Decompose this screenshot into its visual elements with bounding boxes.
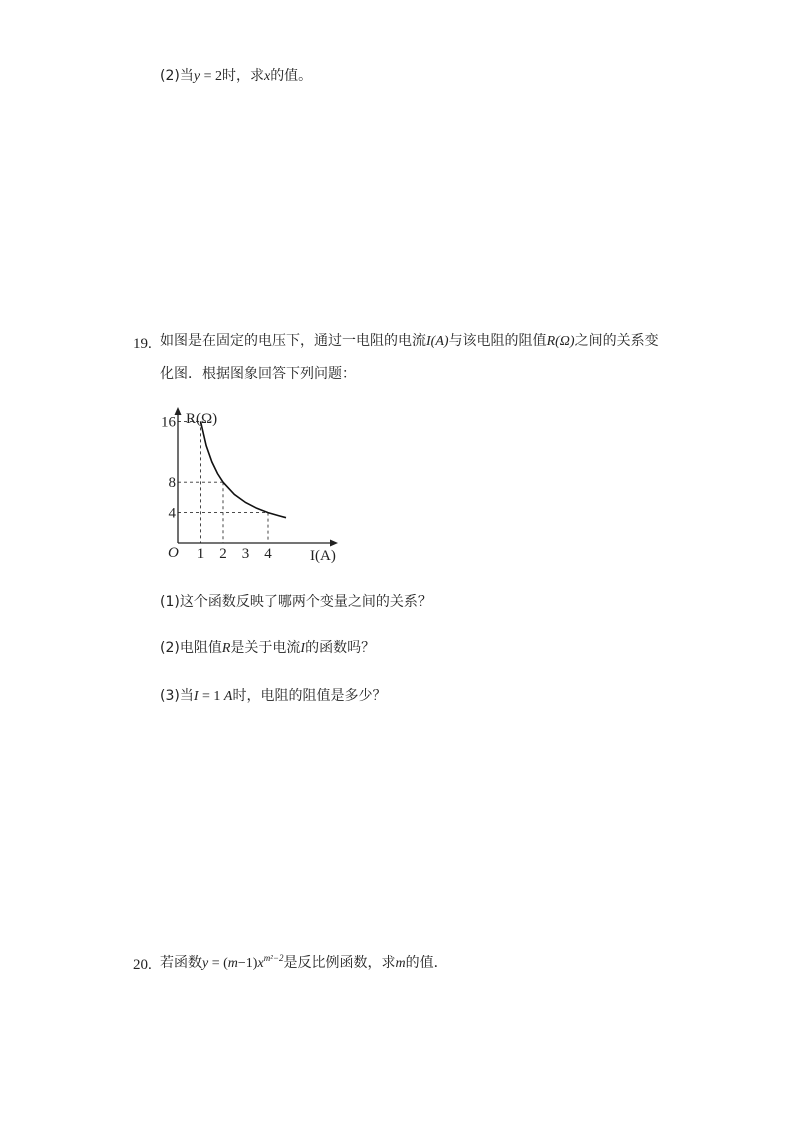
math-symbol-R: R: [221, 641, 231, 656]
math-equals: = (: [208, 956, 228, 971]
math-variable-y: y: [193, 69, 201, 84]
text-segment: 的函数吗？: [305, 640, 376, 656]
question-19-number: 19.: [133, 336, 152, 352]
x-tick-labels: [197, 546, 273, 562]
math-exponent: m²−2: [263, 953, 284, 963]
math-symbol-I: I: [426, 334, 431, 349]
text-segment: 若函数: [160, 955, 202, 971]
origin-label: O: [168, 545, 179, 561]
x-axis-arrow: [330, 540, 338, 547]
x-axis-label: I(A): [310, 548, 336, 564]
axes: [175, 407, 339, 547]
y-tick-label: 8: [168, 475, 176, 492]
text-segment: 之间的关系变: [574, 333, 659, 349]
y-tick-labels: [161, 414, 177, 521]
text-segment: = 2时，求: [200, 69, 264, 84]
x-tick-label: 4: [264, 546, 272, 562]
x-tick-label: 1: [196, 546, 205, 562]
text-segment: 如图是在固定的电压下，通过一电阻的电流: [160, 333, 426, 349]
x-tick-label: 2: [219, 546, 227, 562]
math-equals-one: = 1: [198, 689, 224, 704]
text-segment: 是关于电流: [230, 640, 301, 656]
question-19-line-2: 化图．根据图象回答下列问题：: [160, 366, 356, 382]
math-unit-A: A: [223, 689, 233, 704]
math-symbol-R: R: [546, 334, 556, 349]
text-segment: (2)当: [160, 68, 194, 84]
text-segment: 时，电阻的阻值是多少？: [232, 688, 387, 704]
math-variable-y: y: [202, 956, 209, 971]
math-symbol-I: I: [300, 641, 306, 656]
text-segment: 是反比例函数，求: [283, 955, 396, 971]
text-segment: (3)当: [160, 688, 194, 704]
question-19-sub-3: [160, 686, 386, 707]
math-variable-m: m: [227, 956, 238, 971]
y-tick-label: 16: [161, 414, 176, 431]
question-20-number: 20.: [133, 957, 152, 973]
text-segment: 与该电阻的阻值: [448, 333, 547, 349]
question-18-part-2: [160, 66, 312, 87]
math-variable-x: x: [263, 69, 271, 84]
inverse-curve: [201, 421, 287, 517]
y-axis-label: R(Ω): [186, 411, 218, 427]
math-variable-x: x: [257, 956, 264, 971]
math-unit-A: (A): [430, 334, 449, 349]
question-19-sub-1: (1)这个函数反映了哪两个变量之间的关系？: [160, 594, 432, 610]
resistance-current-graph: [160, 403, 350, 565]
y-tick-label: 4: [168, 505, 176, 522]
question-19-line-1: [160, 331, 659, 352]
x-tick-label: 3: [241, 546, 250, 562]
text-segment: 的值。: [270, 68, 313, 84]
text-segment: (2)电阻值: [160, 640, 222, 656]
text-segment: 的值．: [405, 955, 448, 971]
math-unit-ohm: (Ω): [555, 334, 575, 349]
math-variable-m: m: [395, 956, 406, 971]
question-20-text: [160, 953, 448, 974]
question-19-sub-2: [160, 638, 375, 659]
math-symbol-I: I: [193, 689, 199, 704]
math-minus-one: −1): [237, 956, 258, 971]
